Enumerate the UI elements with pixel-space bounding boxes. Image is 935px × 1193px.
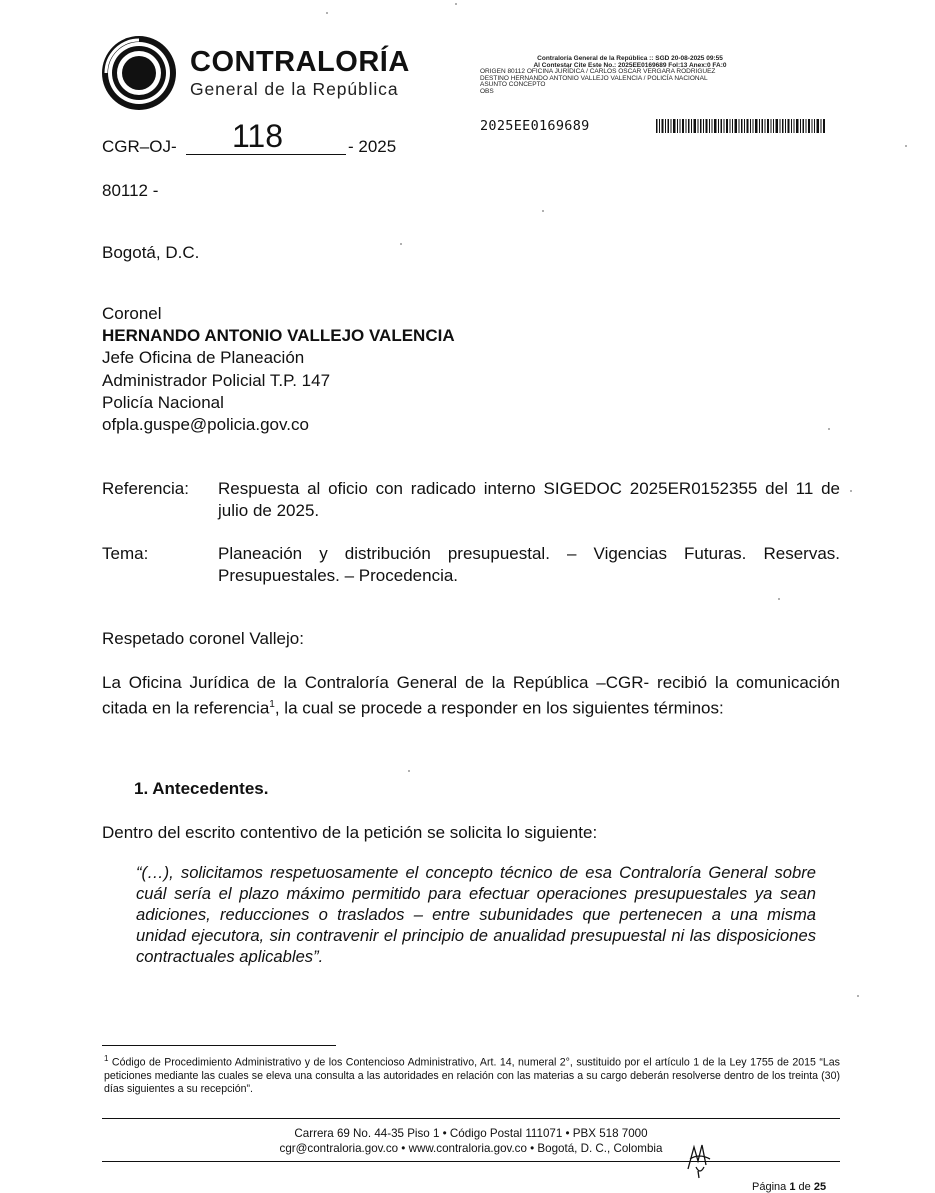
referencia-text: Respuesta al oficio con radicado interno SIGEDOC 2025ER0152355 del 11 de julio de 2025.	[218, 479, 840, 520]
intro-paragraph	[102, 672, 840, 720]
recipient-email: ofpla.guspe@policia.gov.co	[102, 415, 309, 434]
scan-speck	[828, 428, 830, 430]
place: Bogotá, D.C.	[102, 243, 200, 262]
stamp-line-1: Contraloría General de la República :: SGD 20-08-2025 09:55	[537, 55, 723, 62]
footer-rule-bottom	[102, 1161, 840, 1162]
scan-speck	[326, 12, 328, 14]
oficio-number: 118	[232, 118, 284, 154]
stamp-line-5: ASUNTO CONCEPTO	[480, 81, 546, 89]
oficio-prefix: CGR–OJ-	[102, 137, 177, 156]
signature-initials-icon	[684, 1139, 714, 1179]
footnote	[104, 1052, 840, 1096]
radication-stamp	[480, 56, 780, 96]
page-current: 1	[789, 1181, 796, 1193]
stamp-line-4: DESTINO HERNANDO ANTONIO VALLEJO VALENCIA / POLICÍA NACIONAL	[480, 74, 708, 82]
stamp-line-3: ORIGEN 80112 OFICINA JURÍDICA / CARLOS OSCAR VERGARA RODRIGUEZ	[480, 68, 716, 76]
scan-speck	[542, 210, 544, 212]
scan-speck	[408, 770, 410, 772]
stamp-line-6: OBS	[480, 87, 494, 95]
scan-speck	[905, 145, 907, 147]
page-total: 25	[813, 1181, 827, 1193]
intro-text-after: , la cual se procede a responder en los siguientes términos:	[274, 698, 724, 718]
scan-speck	[400, 243, 402, 245]
page-of: de	[798, 1181, 811, 1193]
footnote-ref: 1	[269, 699, 275, 710]
page-label: Página	[752, 1181, 787, 1193]
number-underline	[186, 154, 346, 155]
intro-text: La Oficina Jurídica de la Contraloría General de la República –CGR- recibió la comunicación citada en la referencia	[102, 673, 840, 718]
stamp-radicado-number: 2025EE0169689	[480, 118, 590, 134]
tema-label: Tema:	[102, 544, 149, 563]
section-heading: 1. Antecedentes.	[134, 779, 269, 798]
recipient-position: Jefe Oficina de Planeación	[102, 348, 305, 367]
tema-text: Planeación y distribución presupuestal. – Vigencias Futuras. Reservas. Presupuestales. – Procedencia.	[218, 544, 840, 585]
scan-speck	[778, 598, 780, 600]
footnote-separator	[102, 1045, 336, 1046]
recipient-name: HERNANDO ANTONIO VALLEJO VALENCIA	[102, 326, 455, 345]
salutation: Respetado coronel Vallejo:	[102, 629, 304, 648]
section-lead: Dentro del escrito contentivo de la petición se solicita lo siguiente:	[102, 823, 598, 842]
page-number	[752, 1181, 826, 1193]
logo-title: CONTRALORÍA	[190, 46, 410, 78]
oficio-year: - 2025	[348, 137, 397, 156]
recipient-rank: Coronel	[102, 304, 162, 323]
barcode-icon	[656, 119, 826, 133]
petition-quote: “(…), solicitamos respetuosamente el concepto técnico de esa Contraloría General sobre cuál sería el plazo máximo permitido para efectuar operaciones presupuestales ya sean adiciones, reducciones o traslados – entre subunidades que pertenecen a una misma unidad ejecutora, sin contravenir el principio de anualidad presupuestal ni las disposiciones contractuales aplicables”.	[136, 863, 816, 966]
stamp-line-2: Al Contestar Cite Este No.: 2025EE0169689 Fol:13 Anex:0 FA:0	[533, 61, 727, 69]
logo-subtitle: General de la República	[190, 79, 399, 99]
footer-contact: cgr@contraloria.gov.co • www.contraloria.gov.co • Bogotá, D. C., Colombia	[279, 1142, 663, 1155]
office-code: 80112 -	[102, 181, 159, 200]
footer-rule-top	[102, 1118, 840, 1119]
scan-speck	[857, 995, 859, 997]
footnote-text: Código de Procedimiento Administrativo y de los Contencioso Administrativo, Art. 14, numeral 2°, sustituido por el artículo 1 de la Ley 1755 de 2015 “Las peticiones mediante las cuales se eleva una consulta a las autoridades en relación con las materias a su cargo deberán resolverse dentro de los treinta (30) días siguientes a su recepción”.	[104, 1056, 840, 1095]
scan-speck	[850, 490, 852, 492]
footnote-mark: 1	[104, 1054, 109, 1063]
footer-address: Carrera 69 No. 44-35 Piso 1 • Código Postal 111071 • PBX 518 7000	[294, 1127, 648, 1140]
recipient-institution: Policía Nacional	[102, 393, 224, 412]
recipient-title: Administrador Policial T.P. 147	[102, 371, 331, 390]
scan-speck	[455, 3, 457, 5]
referencia-label: Referencia:	[102, 479, 189, 498]
contraloria-logo-icon	[100, 34, 178, 112]
